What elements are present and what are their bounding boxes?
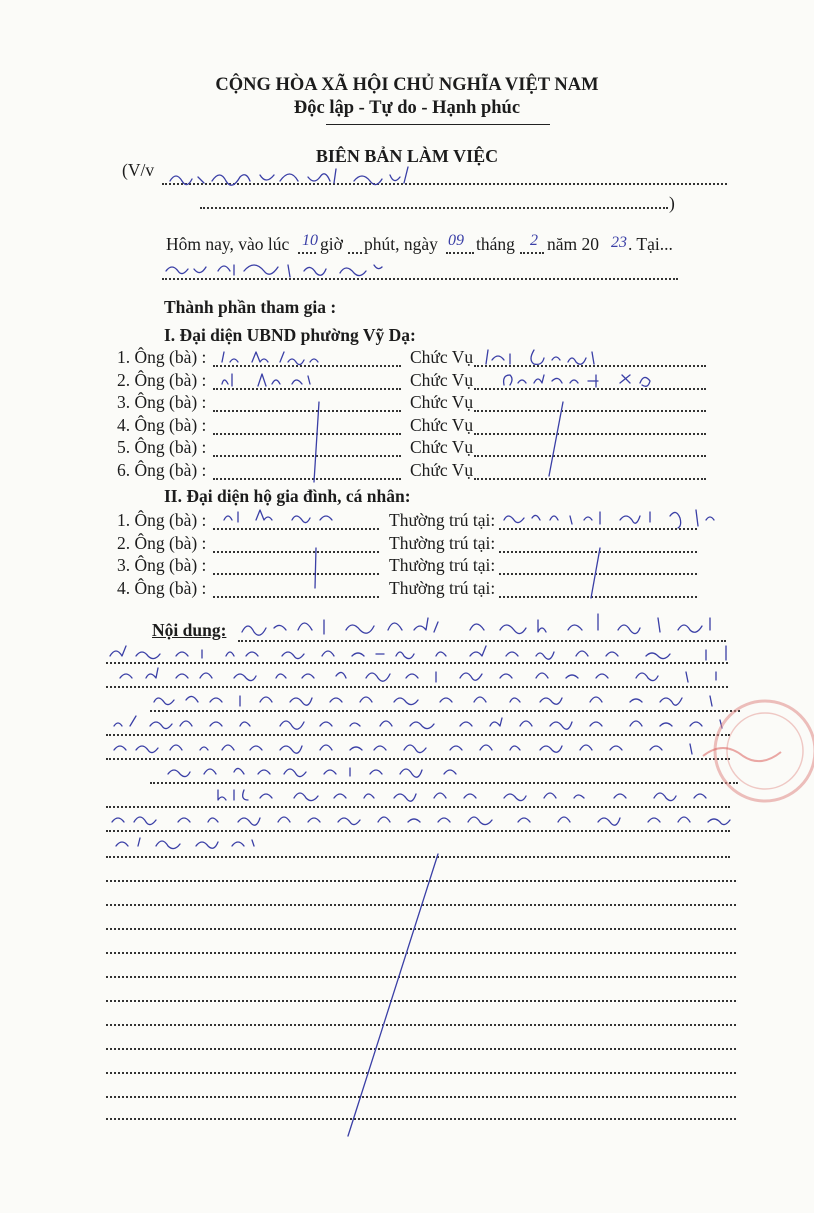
intro-gio: giờ	[320, 234, 343, 254]
red-stamp	[683, 696, 814, 806]
section1-row-3-role-dots	[474, 410, 706, 412]
section1-row-2-label: 2. Ông (bà) :	[117, 369, 207, 390]
intro-phut: phút, ngày	[364, 234, 438, 254]
section1-row-1-label: 1. Ông (bà) :	[117, 347, 207, 367]
content-handwriting-line-5	[110, 710, 740, 734]
section2-row-3-label: 3. Ông (bà) :	[117, 555, 207, 576]
section2-row-3-role-label: Thường trú tại:	[389, 555, 496, 576]
section2-row-1-role-label: Thường trú tại:	[389, 510, 496, 530]
participants-heading: Thành phần tham gia :	[164, 297, 337, 317]
section1-row-6-role-dots	[474, 478, 706, 480]
section1-title: I. Đại diện UBND phường Vỹ Dạ:	[164, 325, 416, 345]
section2-row-1-label: 1. Ông (bà) :	[117, 510, 207, 530]
section1-row-4-role-label: Chức Vụ	[410, 414, 474, 435]
section1-row-4-name-dots	[213, 433, 401, 435]
document-title: BIÊN BẢN LÀM VIỆC	[315, 146, 499, 166]
content-handwriting-line-8	[214, 782, 734, 806]
section1-row-5-role-dots	[474, 455, 706, 457]
section2-row-3-name-dots	[213, 573, 379, 575]
vv-prefix: (V/v	[122, 160, 155, 180]
section1-row-6-role-label: Chức Vụ	[410, 460, 474, 480]
section2-row-2-name-dots	[213, 551, 379, 553]
day-dots	[446, 252, 474, 254]
content-strike-line	[340, 850, 450, 1140]
content-handwriting-line-6	[110, 734, 720, 758]
sec2-name-1-handwriting	[220, 506, 360, 526]
strike-role-column-1	[545, 400, 569, 480]
section2-row-2-role-label: Thường trú tại:	[389, 532, 496, 553]
section2-row-2-label: 2. Ông (bà) :	[117, 532, 207, 553]
strike-name-column-1	[310, 400, 324, 485]
motto-heading: Độc lập - Tự do - Hạnh phúc	[293, 98, 521, 118]
section1-row-5-role-label: Chức Vụ	[410, 437, 474, 458]
intro-nam: năm 20	[547, 234, 600, 254]
vv-dotted-line-2	[200, 207, 668, 209]
hour-dots	[298, 252, 316, 254]
section1-row-5-label: 5. Ông (bà) :	[117, 437, 207, 458]
section2-row-1-name-dots	[213, 528, 379, 530]
sec1-name-1-handwriting	[218, 348, 328, 368]
section1-row-3-label: 3. Ông (bà) :	[117, 392, 207, 413]
minute-dots	[348, 252, 362, 254]
sec2-address-1-handwriting	[500, 506, 730, 532]
content-handwriting-line-3	[116, 662, 736, 688]
sec1-role-1-handwriting	[482, 346, 612, 368]
hour-value: 10	[302, 232, 318, 249]
section1-row-6-label: 6. Ông (bà) :	[117, 460, 207, 480]
section1-row-1-role-label: Chức Vụ	[410, 347, 474, 367]
content-label: Nội dung:	[152, 620, 227, 640]
section1-row-4-label: 4. Ông (bà) :	[117, 414, 207, 435]
strike-name-column-2	[310, 546, 322, 591]
year-value: 23	[611, 234, 627, 251]
content-handwriting-line-4	[150, 686, 740, 710]
strike-address-column-2	[588, 546, 604, 601]
section2-row-4-name-dots	[213, 596, 379, 598]
section2-title: II. Đại diện hộ gia đình, cá nhân:	[164, 486, 411, 506]
content-handwriting-line-10	[112, 830, 272, 854]
section1-row-3-name-dots	[213, 410, 401, 412]
section1-row-6-name-dots	[213, 478, 401, 480]
country-heading: CỘNG HÒA XÃ HỘI CHỦ NGHĨA VIỆT NAM	[215, 75, 599, 95]
section1-row-4-role-dots	[474, 433, 706, 435]
intro-thang: tháng	[476, 234, 515, 254]
vv-close: )	[669, 193, 675, 213]
content-handwriting-line-9	[108, 806, 748, 830]
month-value: 2	[530, 232, 538, 249]
location-handwriting	[164, 257, 404, 279]
section1-row-5-name-dots	[213, 455, 401, 457]
section2-row-4-role-label: Thường trú tại:	[389, 577, 496, 598]
motto-underline	[326, 124, 550, 125]
section1-row-2-role-label: Chức Vụ	[410, 369, 474, 390]
vv-handwriting	[168, 163, 448, 189]
month-dots	[520, 252, 544, 254]
sec1-role-2-handwriting	[500, 369, 700, 391]
intro-hom-nay: Hôm nay, vào lúc	[166, 234, 290, 254]
day-value: 09	[448, 232, 464, 249]
content-handwriting-line-7	[164, 758, 494, 782]
sec1-name-2-handwriting	[218, 370, 328, 390]
section1-row-3-role-label: Chức Vụ	[410, 392, 474, 413]
intro-tai: . Tại...	[628, 234, 673, 254]
section2-row-4-label: 4. Ông (bà) :	[117, 577, 207, 598]
